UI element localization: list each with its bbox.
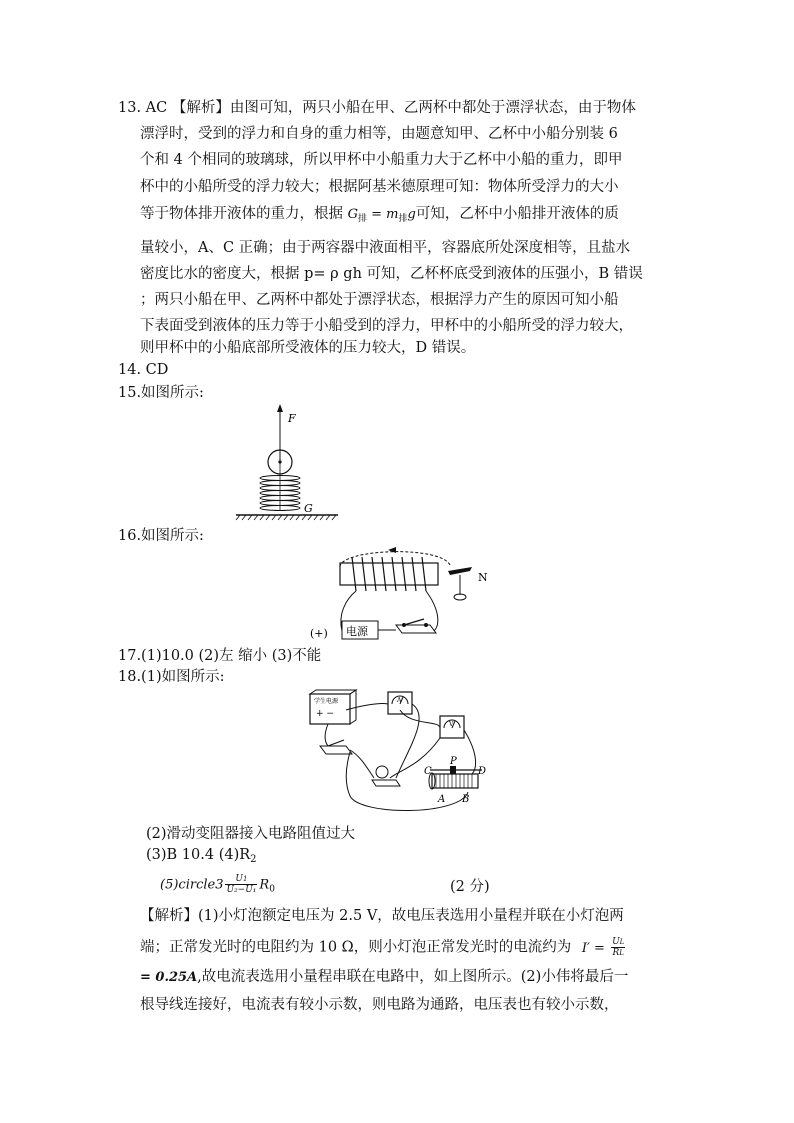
north-label: N	[478, 571, 488, 584]
q13-line6: 量较小，A、C 正确；由于两容器中液面相平，容器底所处深度相等，且盐水	[140, 240, 631, 256]
circuit-figure	[300, 686, 510, 818]
q18-score: (2 分)	[450, 879, 490, 895]
battery-label: 学生电源	[314, 698, 339, 705]
gravity-g-label: G	[304, 502, 313, 515]
q18-explanation-line3: = 0.25A,故电流表选用小量程串联在电路中，如上图所示。(2)小伟将最后一	[140, 969, 629, 985]
q18-item2: (2)滑动变阻器接入电路阻值过大	[146, 826, 356, 842]
q13-line5-b: 可知，乙杯中小船排开液体的质	[415, 206, 619, 222]
q18-item5: (5)circle3 $\frac{U1}{\text{U₂−U₁}}$ $R_0$	[160, 874, 275, 895]
q13-line2: 漂浮时，受到的浮力和自身的重力相等，由题意知甲、乙杯中小船分别装 6	[140, 126, 618, 142]
q17-answer: 17.(1)10.0 (2)左 缩小 (3)不能	[118, 648, 322, 664]
q16-heading: 16.如图所示:	[118, 528, 204, 544]
current-fraction: $\frac{UL}{RL}$	[612, 937, 625, 958]
power-source-label: 电源	[346, 625, 368, 638]
force-f-label: F	[288, 412, 296, 425]
q13-line5	[140, 204, 619, 229]
q13-line4: 杯中的小船所受的浮力较大；根据阿基米德原理可知：物体所受浮力的大小	[140, 179, 619, 195]
q18-explanation-line1: 【解析】(1)小灯泡额定电压为 2.5 V，故电压表选用小量程并联在小灯泡两	[140, 908, 624, 924]
svg-text:+ −: + −	[316, 709, 334, 719]
q14-answer: 14. CD	[118, 362, 169, 378]
q13-line5-a: 等于物体排开液体的重力，根据	[140, 206, 348, 222]
q13-line1: 13. AC 【解析】由图可知，两只小船在甲、乙两杯中都处于漂浮状态，由于物体	[118, 100, 636, 116]
slider-p-label: P	[450, 756, 457, 767]
q18-explanation-line4: 根导线连接好，电流表有较小示数，则电路为通路，电压表也有较小示数，	[140, 997, 619, 1013]
q15-heading: 15.如图所示:	[118, 385, 204, 401]
q13-line7: 密度比水的密度大，根据 p= ρ gh 可知，乙杯杯底受到液体的压强小，B 错误	[140, 266, 643, 282]
q18-explanation-line2: 端；正常发光时的电阻约为 10 Ω，则小灯泡正常发光时的电流约为 I′ = $\frac{UL}{RL}$	[140, 937, 625, 958]
q18-heading: 18.(1)如图所示:	[118, 669, 225, 685]
spring-ball-figure	[230, 400, 350, 524]
terminal-d-label: D	[478, 766, 487, 777]
svg-text:A: A	[397, 697, 402, 704]
buoyancy-formula: $G_排 = m_排g$	[347, 207, 416, 224]
voltage-fraction: $\frac{U1}{\text{U₂−U₁}}$	[226, 874, 257, 895]
positive-terminal-label: (+)	[310, 627, 328, 640]
terminal-c-label: C	[424, 766, 432, 777]
q13-line3: 个和 4 个相同的玻璃球，所以甲杯中小船重力大于乙杯中小船的重力，即甲	[140, 152, 623, 168]
q18-item34: (3)B 10.4 $(4)R_2$	[146, 847, 257, 865]
solenoid-figure	[300, 545, 520, 645]
q13-line9: 下表面受到液体的压力等于小船受到的浮力，甲杯中的小船所受的浮力较大，	[140, 318, 633, 334]
terminal-a-label: A	[438, 794, 446, 805]
q13-line10: 则甲杯中的小船底部所受液体的压力较大，D 错误。	[140, 340, 476, 356]
q13-line8: ；两只小船在甲、乙两杯中都处于漂浮状态，根据浮力产生的原因可知小船	[140, 292, 619, 308]
terminal-b-label: B	[462, 794, 470, 805]
svg-text:V: V	[449, 721, 454, 728]
